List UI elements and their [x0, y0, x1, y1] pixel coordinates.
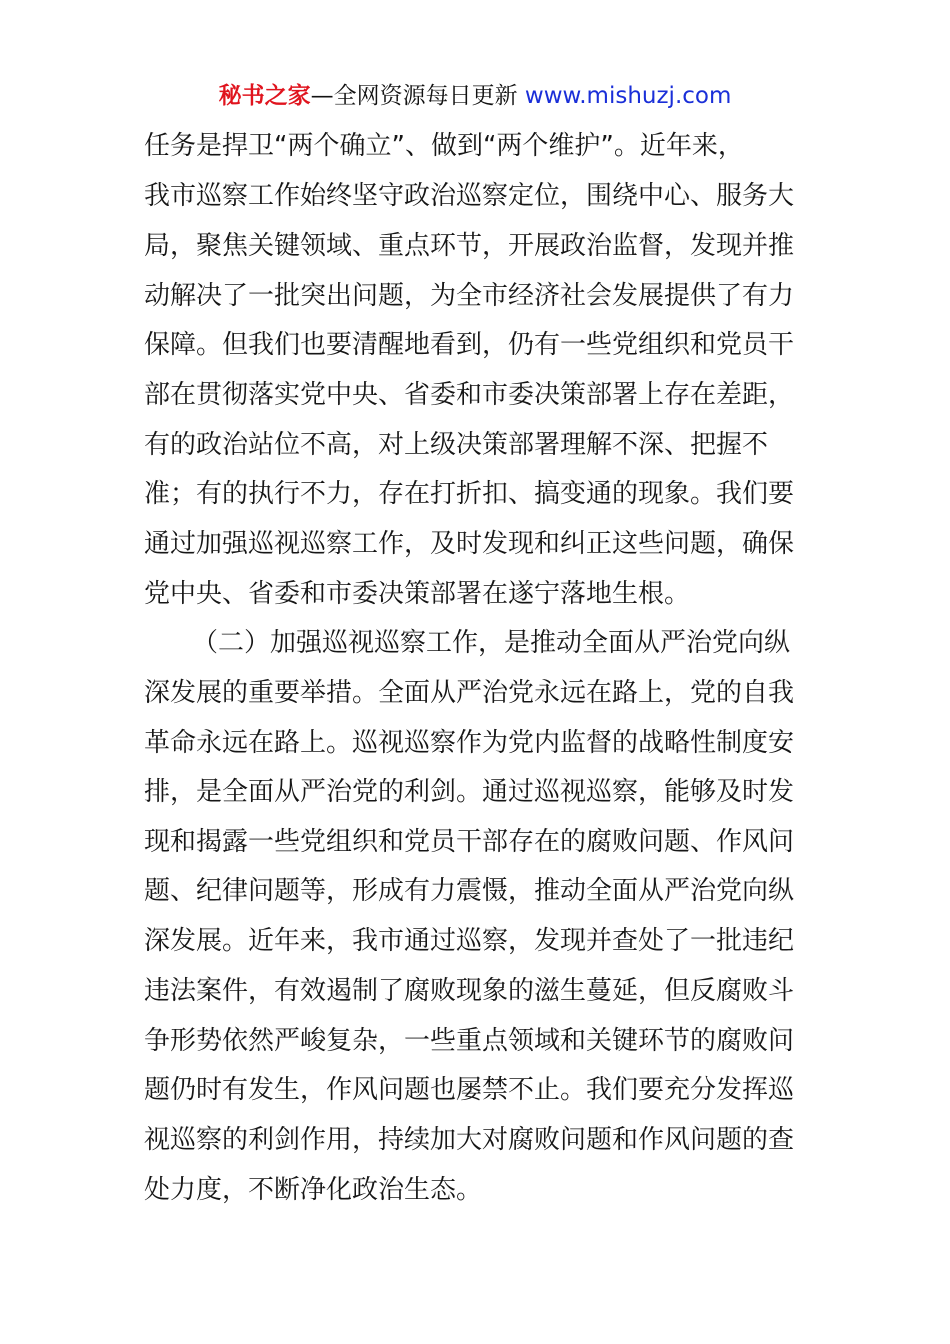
- text-line: 有的政治站位不高，对上级决策部署理解不深、把握不: [144, 430, 769, 460]
- site-url-link[interactable]: www.mishuzj.com: [524, 83, 732, 109]
- paragraph-start-line: （二）加强巡视巡察工作，是推动全面从严治党向纵: [192, 628, 791, 658]
- text-line: 我市巡察工作始终坚守政治巡察定位，围绕中心、服务大: [144, 181, 795, 211]
- text-line: 题仍时有发生，作风问题也屡禁不止。我们要充分发挥巡: [144, 1075, 795, 1105]
- site-banner: [0, 78, 950, 114]
- text-line: 党中央、省委和市委决策部署在遂宁落地生根。: [144, 579, 691, 609]
- text-line: 处力度，不断净化政治生态。: [144, 1175, 483, 1205]
- text-line: 准；有的执行不力，存在打折扣、搞变通的现象。我们要: [144, 479, 795, 509]
- text-line: 动解决了一批突出问题，为全市经济社会发展提供了有力: [144, 281, 795, 311]
- text-line: 现和揭露一些党组织和党员干部存在的腐败问题、作风问: [144, 827, 795, 857]
- text-line: 违法案件，有效遏制了腐败现象的滋生蔓延，但反腐败斗: [144, 976, 795, 1006]
- text-line: 题、纪律问题等，形成有力震慑，推动全面从严治党向纵: [144, 876, 795, 906]
- brand-name: 秘书之家: [218, 83, 311, 109]
- text-line: 局，聚焦关键领域、重点环节，开展政治监督，发现并推: [144, 231, 795, 261]
- text-line: 保障。但我们也要清醒地看到，仍有一些党组织和党员干: [144, 330, 795, 360]
- text-line: 深发展。近年来，我市通过巡察，发现并查处了一批违纪: [144, 926, 795, 956]
- text-line: 任务是捍卫“两个确立”、做到“两个维护”。近年来，: [144, 131, 744, 161]
- text-line: 革命永远在路上。巡视巡察作为党内监督的战略性制度安: [144, 728, 795, 758]
- text-line: 争形势依然严峻复杂，一些重点领域和关键环节的腐败问: [144, 1026, 795, 1056]
- banner-tagline: —全网资源每日更新: [310, 83, 518, 109]
- text-line: 排，是全面从严治党的利剑。通过巡视巡察，能够及时发: [144, 777, 795, 807]
- text-line: 通过加强巡视巡察工作，及时发现和纠正这些问题，确保: [144, 529, 795, 559]
- text-line: 部在贯彻落实党中央、省委和市委决策部署上存在差距，: [144, 380, 795, 410]
- text-line: 深发展的重要举措。全面从严治党永远在路上，党的自我: [144, 678, 795, 708]
- text-line: 视巡察的利剑作用，持续加大对腐败问题和作风问题的查: [144, 1125, 795, 1155]
